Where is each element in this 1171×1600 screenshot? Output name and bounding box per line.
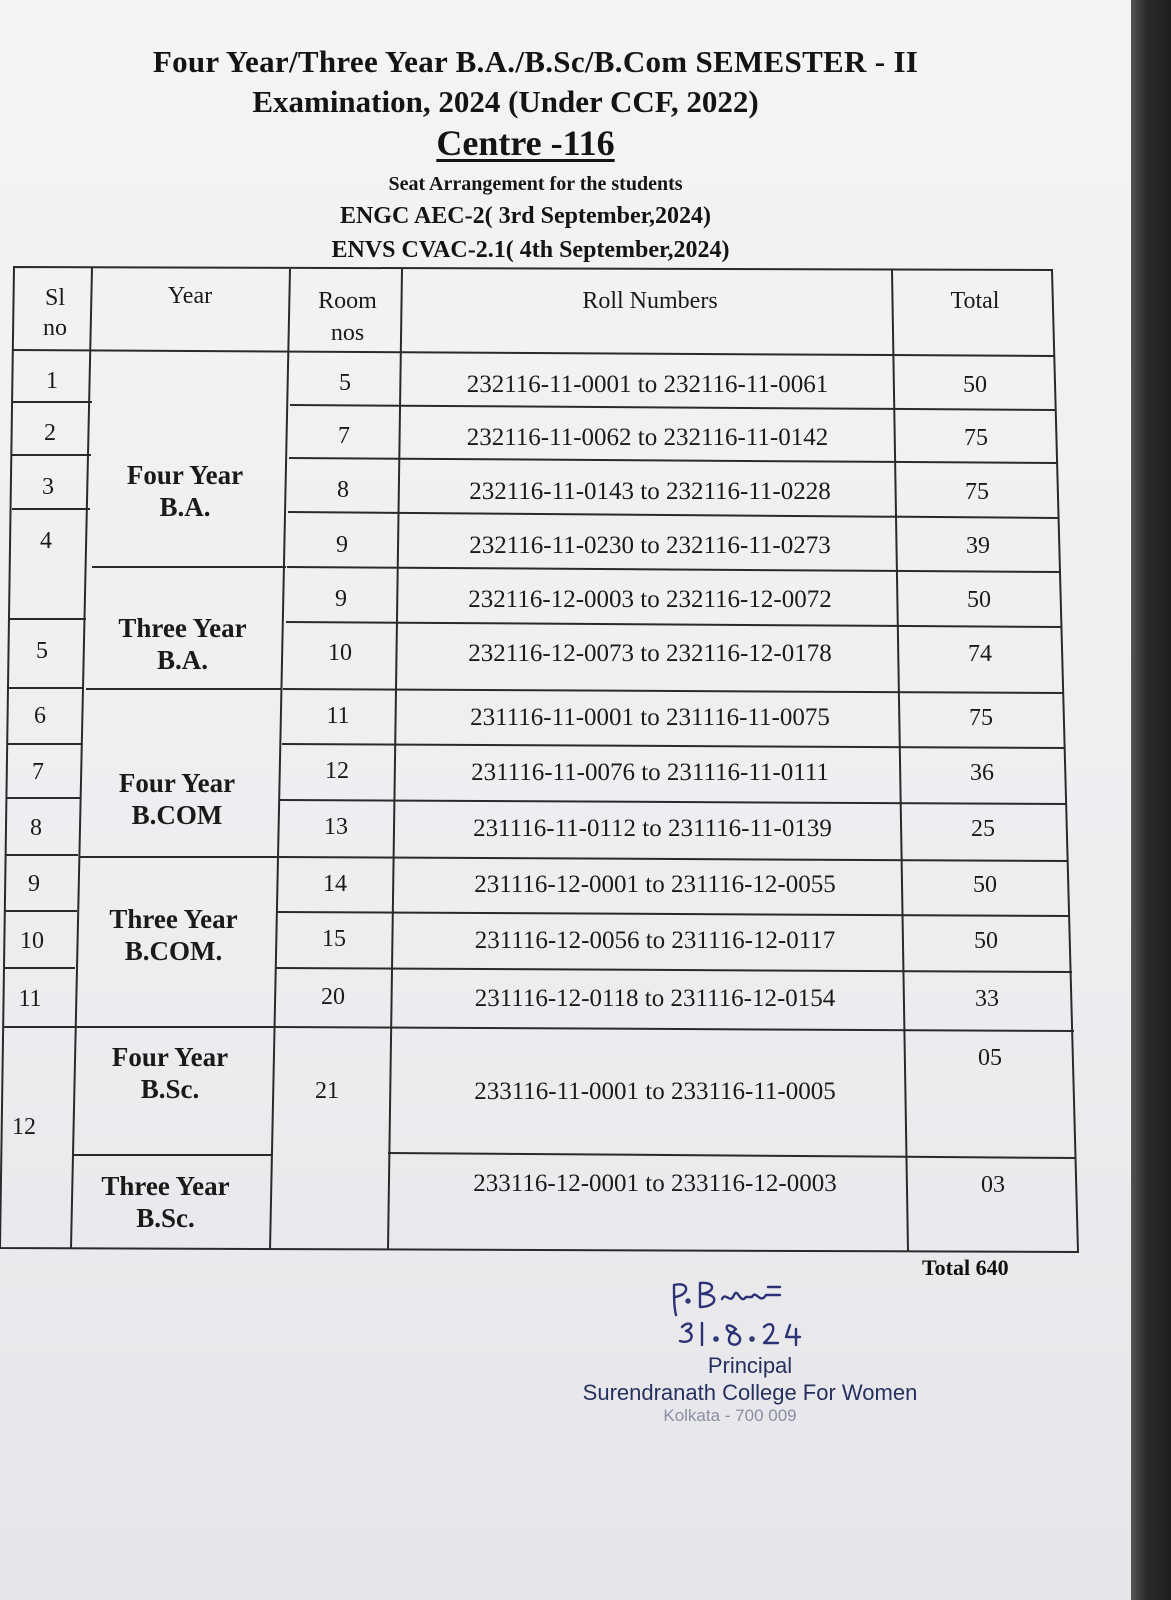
row-total: 50	[974, 928, 998, 954]
header-room-nos	[300, 285, 395, 349]
room-number: 20	[321, 984, 345, 1010]
row-total: 50	[967, 587, 991, 613]
sl-no: 3	[42, 474, 54, 500]
sl-no: 5	[36, 638, 48, 664]
sl-no: 4	[40, 528, 52, 554]
row-total: 03	[981, 1172, 1005, 1198]
year-label: Three Year	[109, 904, 238, 934]
room-number: 21	[315, 1078, 339, 1104]
roll-range: 232116-11-0230 to 232116-11-0273	[469, 532, 831, 559]
sl-no: 9	[28, 871, 40, 897]
row-total: 36	[970, 760, 994, 786]
row-total: 50	[963, 372, 987, 398]
year-group-three-year-bsc	[78, 1170, 253, 1234]
sl-no: 1	[46, 368, 58, 394]
year-label: Four Year	[118, 768, 236, 798]
year-label: Four Year	[111, 1042, 229, 1072]
header-nos-label: nos	[330, 320, 365, 346]
room-number: 15	[322, 926, 346, 952]
grand-total: Total 640	[922, 1255, 1009, 1280]
year-label: Three Year	[101, 1171, 230, 1201]
row-total: 50	[973, 872, 997, 898]
header-no-label: no	[43, 315, 67, 341]
sl-no: 12	[12, 1114, 36, 1140]
roll-range: 231116-11-0112 to 231116-11-0139	[473, 815, 832, 842]
header-sl-no	[35, 283, 75, 343]
roll-range: 232116-11-0062 to 232116-11-0142	[466, 424, 829, 451]
exam-title: Four Year/Three Year B.A./B.Sc/B.Com SEMESTER - II	[152, 44, 919, 79]
row-total: 75	[965, 479, 989, 505]
year-label: Three Year	[118, 613, 247, 643]
centre-heading: Centre -116	[436, 123, 615, 163]
row-total: 39	[966, 533, 990, 559]
header-sl-label: Sl	[44, 285, 65, 311]
background-edge	[1131, 0, 1171, 1600]
roll-range: 231116-12-0056 to 231116-12-0117	[474, 927, 836, 954]
room-number: 9	[335, 586, 347, 612]
roll-range: 231116-12-0118 to 231116-12-0154	[474, 985, 836, 1012]
exam-paper-1: ENGC AEC-2( 3rd September,2024)	[339, 203, 712, 229]
row-total: 74	[968, 641, 992, 667]
course-label: B.Sc.	[140, 1074, 200, 1104]
room-number: 7	[338, 423, 350, 449]
roll-range: 232116-11-0001 to 232116-11-0061	[466, 371, 829, 398]
sl-no: 7	[32, 759, 44, 785]
header-total: Total	[950, 288, 1000, 314]
stamp-institution: Surendranath College For Women	[582, 1380, 918, 1405]
roll-range: 231116-11-0076 to 231116-11-0111	[471, 759, 829, 786]
roll-range: 232116-11-0143 to 232116-11-0228	[469, 478, 831, 505]
sl-no: 6	[34, 703, 46, 729]
sl-no: 10	[20, 928, 44, 954]
roll-range: 232116-12-0003 to 232116-12-0072	[468, 586, 832, 613]
year-group-four-year-ba	[100, 459, 270, 523]
handwritten-signature	[660, 1275, 860, 1355]
course-label: B.COM.	[124, 936, 223, 966]
col-divider-room	[388, 269, 402, 1250]
header-room-label: Room	[318, 288, 377, 314]
header-year: Year	[167, 283, 213, 309]
row-total: 75	[964, 425, 988, 451]
exam-paper-2: ENVS CVAC-2.1( 4th September,2024)	[331, 237, 730, 263]
room-number: 9	[336, 532, 348, 558]
year-label: Four Year	[126, 460, 244, 490]
header-roll-numbers: Roll Numbers	[582, 288, 718, 314]
row-total: 75	[969, 705, 993, 731]
seat-arrangement-caption: Seat Arrangement for the students	[388, 173, 683, 195]
stamp-title: Principal	[707, 1353, 793, 1378]
year-group-four-year-bcom	[92, 767, 262, 831]
course-label: B.A.	[159, 492, 211, 522]
row-total: 25	[971, 816, 995, 842]
year-group-four-year-bsc	[85, 1041, 255, 1105]
roll-range: 232116-12-0073 to 232116-12-0178	[468, 640, 832, 667]
roll-range: 231116-12-0001 to 231116-12-0055	[474, 871, 836, 898]
roll-range: 233116-11-0001 to 233116-11-0005	[474, 1078, 836, 1105]
room-number: 12	[325, 758, 349, 784]
row-total: 05	[978, 1045, 1002, 1071]
room-number: 5	[339, 370, 351, 396]
principal-signature-block	[560, 1275, 940, 1425]
room-number: 13	[324, 814, 348, 840]
row-total: 33	[975, 986, 999, 1012]
stamp-place: Kolkata - 700 009	[663, 1406, 797, 1425]
col-divider-roll	[892, 270, 908, 1251]
year-group-three-year-ba	[95, 612, 270, 676]
sl-no: 8	[30, 815, 42, 841]
exam-subtitle: Examination, 2024 (Under CCF, 2022)	[252, 84, 759, 119]
course-label: B.Sc.	[136, 1203, 195, 1233]
year-group-three-year-bcom	[86, 903, 261, 967]
room-number: 10	[328, 640, 352, 666]
room-number: 11	[326, 703, 350, 729]
roll-range: 231116-11-0001 to 231116-11-0075	[470, 704, 830, 731]
room-number: 8	[337, 477, 349, 503]
course-label: B.COM	[131, 800, 223, 830]
sl-no: 2	[44, 420, 56, 446]
roll-range: 233116-12-0001 to 233116-12-0003	[473, 1170, 837, 1197]
sl-no: 11	[18, 986, 42, 1012]
room-number: 14	[323, 871, 347, 897]
course-label: B.A.	[156, 645, 208, 675]
